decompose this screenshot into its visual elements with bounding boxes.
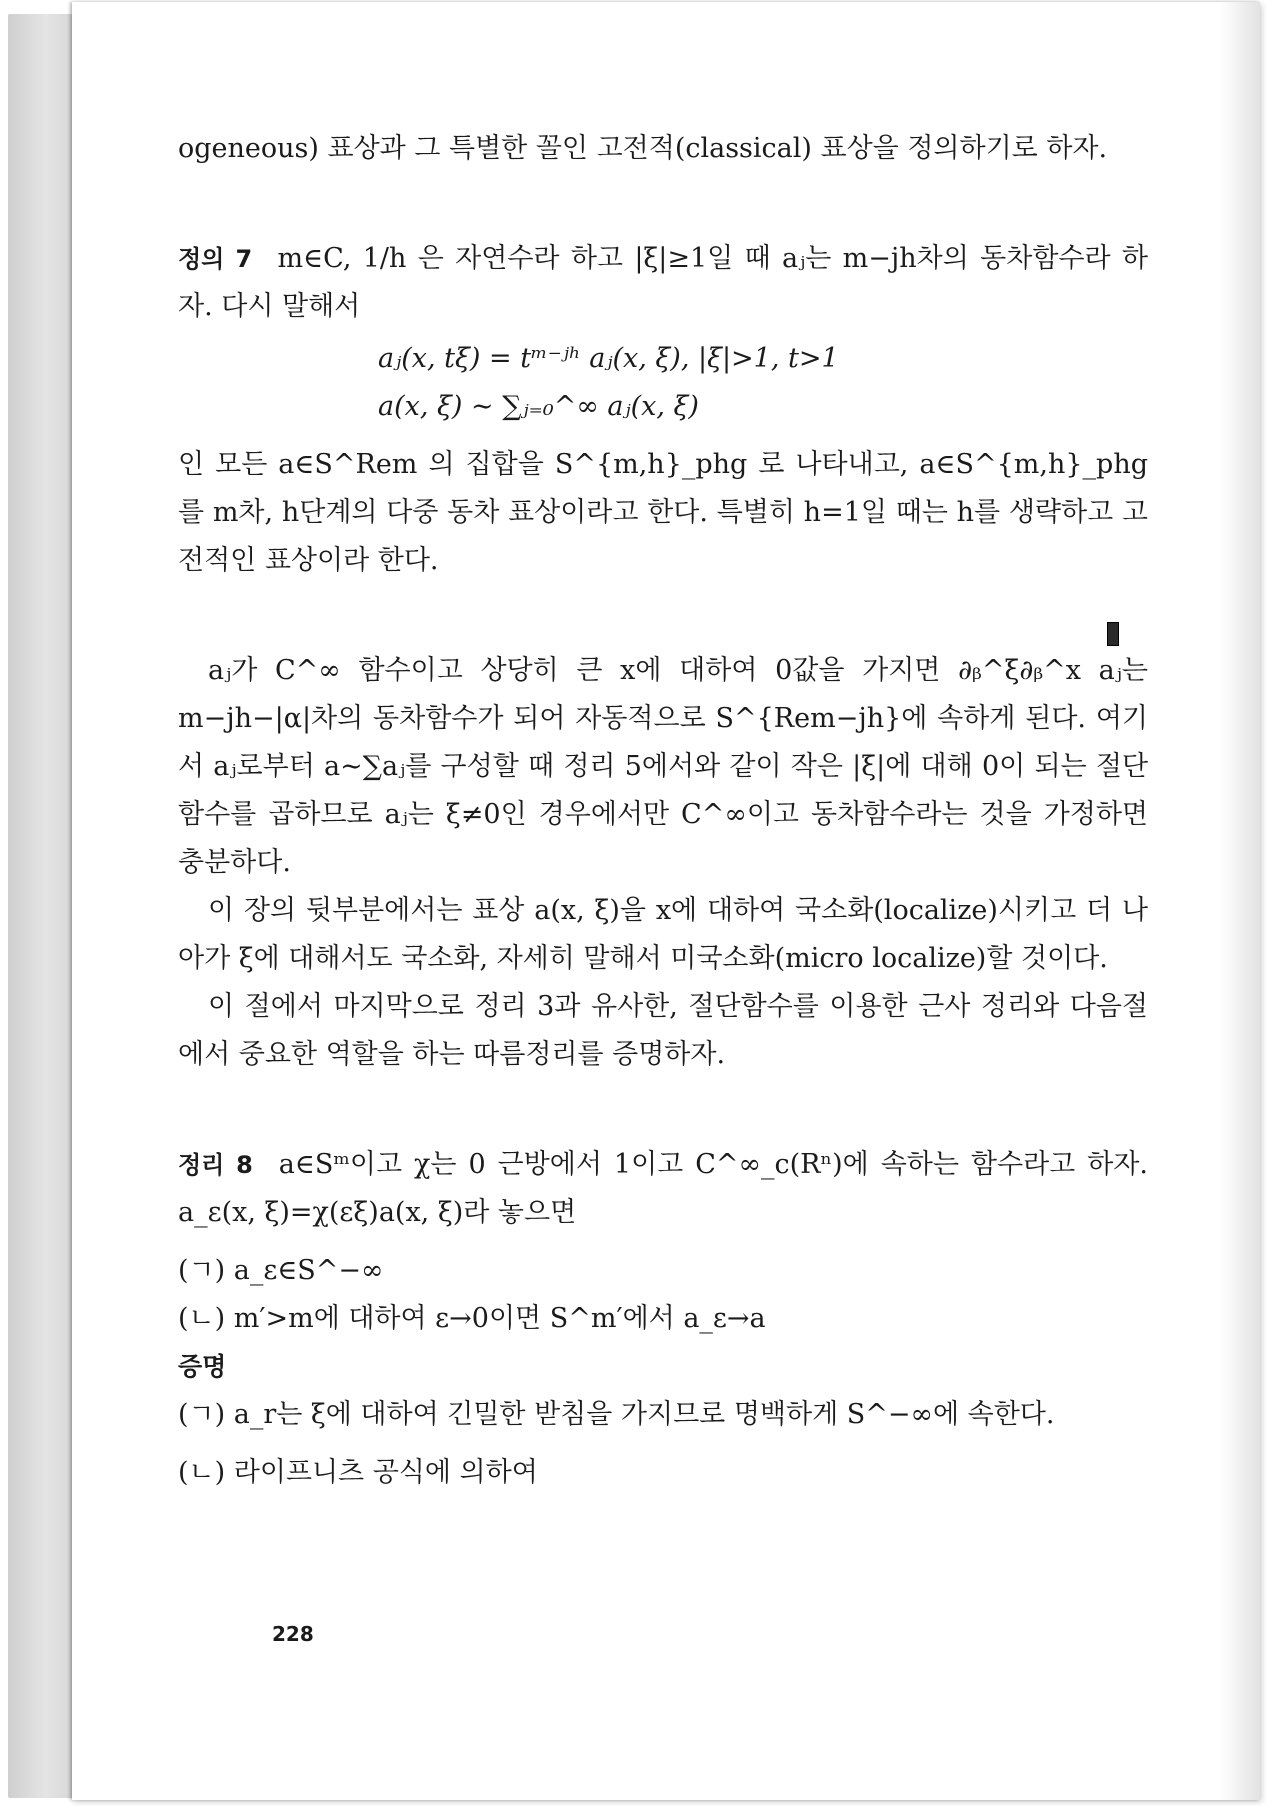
- definition-label: 정의 7: [178, 245, 253, 273]
- proof-item-2: (ㄴ) 라이프니츠 공식에 의하여: [178, 1457, 538, 1488]
- proof-item-1: (ㄱ) a_r는 ξ에 대하여 긴밀한 받침을 가지므로 명백하게 S^−∞에 속한다.: [178, 1399, 1055, 1430]
- page-edge-shadow: [1220, 2, 1260, 1800]
- theorem-item-2: (ㄴ) m′>m에 대하여 ε→0이면 S^m′에서 a_ε→a: [178, 1303, 766, 1334]
- theorem-text: a∈Sᵐ이고 χ는 0 근방에서 1이고 C^∞_c(Rⁿ)에 속하는 함수라고 하자. a_ε(x, ξ)=χ(εξ)a(x, ξ)라 놓으면: [178, 1149, 1148, 1228]
- theorem-item-1: (ㄱ) a_ε∈S^−∞: [178, 1255, 384, 1286]
- definition-7-continued: 인 모든 a∈S^Rem 의 집합을 S^{m,h}_phg 로 나타내고, a∈S^{m,h}_phg 를 m차, h단계의 다중 동차 표상이라고 한다. 특별히 h=1일 때는 h를 생략하고 고전적인 표상이라 한다.: [178, 449, 1148, 576]
- theorem-8: [178, 1141, 1148, 1237]
- paragraph-localize: 이 장의 뒷부분에서는 표상 a(x, ξ)을 x에 대하여 국소화(localize)시키고 더 나아가 ξ에 대해서도 국소화, 자세히 말해서 미국소화(micro localize)할 것이다.: [178, 895, 1148, 974]
- paragraph-approximation: 이 절에서 마지막으로 정리 3과 유사한, 절단함수를 이용한 근사 정리와 다음절에서 중요한 역할을 하는 따름정리를 증명하자.: [178, 991, 1148, 1070]
- page-content: [178, 125, 1148, 1497]
- book-spine: [8, 14, 76, 1798]
- formula-homogeneity: aⱼ(x, tξ) = tᵐ⁻ʲʰ aⱼ(x, ξ), |ξ|>1, t>1: [378, 343, 839, 374]
- formula-asymptotic-sum: a(x, ξ) ∼ ∑ⱼ₌₀^∞ aⱼ(x, ξ): [378, 391, 699, 422]
- paragraph-homogeneous-functions: aⱼ가 C^∞ 함수이고 상당히 큰 x에 대하여 0값을 가지면 ∂ᵦ^ξ∂ᵦ^x aⱼ는 m−jh−|α|차의 동차함수가 되어 자동적으로 S^{Rem−jh}에 속하게 된다. 여기서 aⱼ로부터 a∼∑aⱼ를 구성할 때 정리 5에서와 같이 작은 |ξ|에 대해 0이 되는 절단함수를 곱하므로 aⱼ는 ξ≠0인 경우에서만 C^∞이고 동차함수라는 것을 가정하면 충분하다.: [178, 655, 1148, 878]
- definition-text: m∈C, 1/h 은 자연수라 하고 |ξ|≥1일 때 aⱼ는 m−jh차의 동차함수라 하자. 다시 말해서: [178, 243, 1148, 322]
- proof-title: 증명: [178, 1352, 227, 1381]
- page-number: 228: [272, 1622, 314, 1646]
- paragraph-intro: ogeneous) 표상과 그 특별한 꼴인 고전적(classical) 표상을 정의하기로 하자.: [178, 133, 1108, 164]
- theorem-label: 정리 8: [178, 1151, 253, 1179]
- definition-7: [178, 235, 1148, 331]
